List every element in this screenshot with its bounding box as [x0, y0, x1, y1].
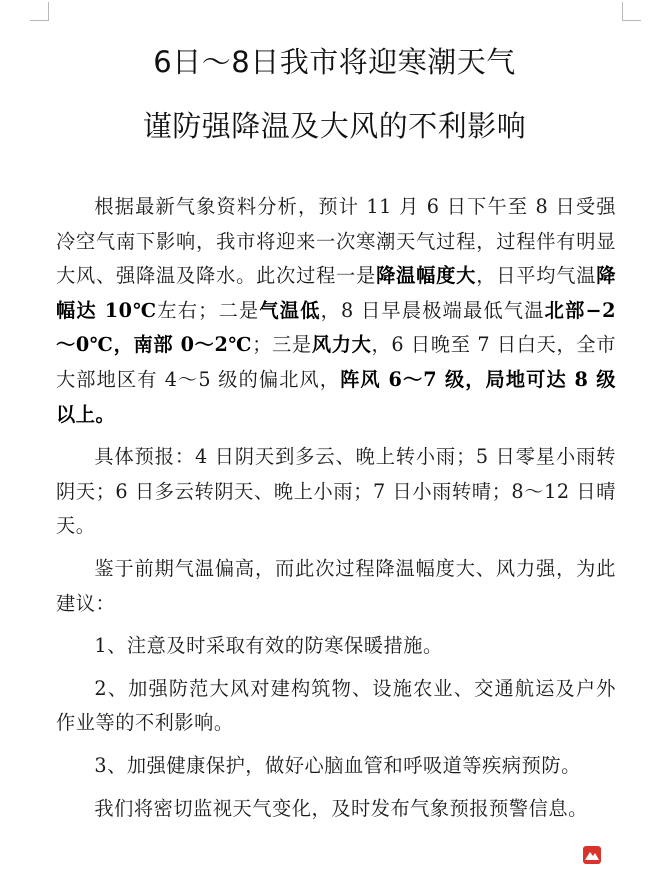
paragraph-advice-1: 1、注意及时采取有效的防寒保暖措施。: [94, 634, 443, 658]
highlight-temp-drop: 降幅达 10℃: [56, 264, 616, 322]
document-body: [56, 190, 616, 834]
highlight-strong-wind: 风力大: [311, 333, 372, 357]
analysis-text: ，8 日早晨极端最低气温: [320, 298, 545, 322]
stamp-logo-icon: [582, 845, 602, 865]
paragraph-closing: 我们将密切监视天气变化，及时发布气象预报预警信息。: [94, 796, 588, 820]
analysis-text: ；三是: [252, 333, 312, 357]
analysis-text: 左右；二是: [157, 298, 260, 322]
page-subtitle: 谨防强降温及大风的不利影响: [142, 109, 527, 143]
highlight-low-temp: 气温低: [259, 298, 321, 322]
paragraph-forecast: 具体预报：4 日阴天到多云、晚上转小雨；5 日零星小雨转阴天；6 日多云转阴天、晚上小雨；7 日小雨转晴；8～12 日晴天。: [56, 445, 616, 538]
paragraph-analysis: [56, 190, 616, 432]
paragraph-advice-intro: 鉴于前期气温偏高，而此次过程降温幅度大、风力强，为此建议：: [56, 556, 616, 615]
crop-mark-top-left: [30, 2, 49, 21]
highlight-cooling-range: 降温幅度大: [376, 264, 477, 288]
paragraph-advice-3: 3、加强健康保护，做好心脑血管和呼吸道等疾病预防。: [94, 753, 581, 777]
page-title: 6日～8日我市将迎寒潮天气: [153, 45, 516, 79]
highlight-gust: 阵风 6～7 级，局地可达 8 级以上。: [56, 367, 616, 426]
highlight-min-temp: 北部−2～0℃，南部 0～2℃: [56, 298, 617, 357]
crop-mark-top-right: [622, 2, 641, 21]
analysis-text: ，6 日晚至 7 日白天，全市大部地区有 4～5 级的偏北风，: [56, 333, 617, 391]
paragraph-advice-2: 2、加强防范大风对建构筑物、设施农业、交通航运及户外作业等的不利影响。: [56, 676, 616, 735]
analysis-text: ，日平均气温: [476, 264, 597, 288]
analysis-text: 根据最新气象资料分析，预计 11 月 6 日下午至 8 日受强冷空气南下影响，我市将迎来一次寒潮天气过程，过程伴有明显大风、强降温及降水。此次过程一是: [56, 195, 616, 288]
